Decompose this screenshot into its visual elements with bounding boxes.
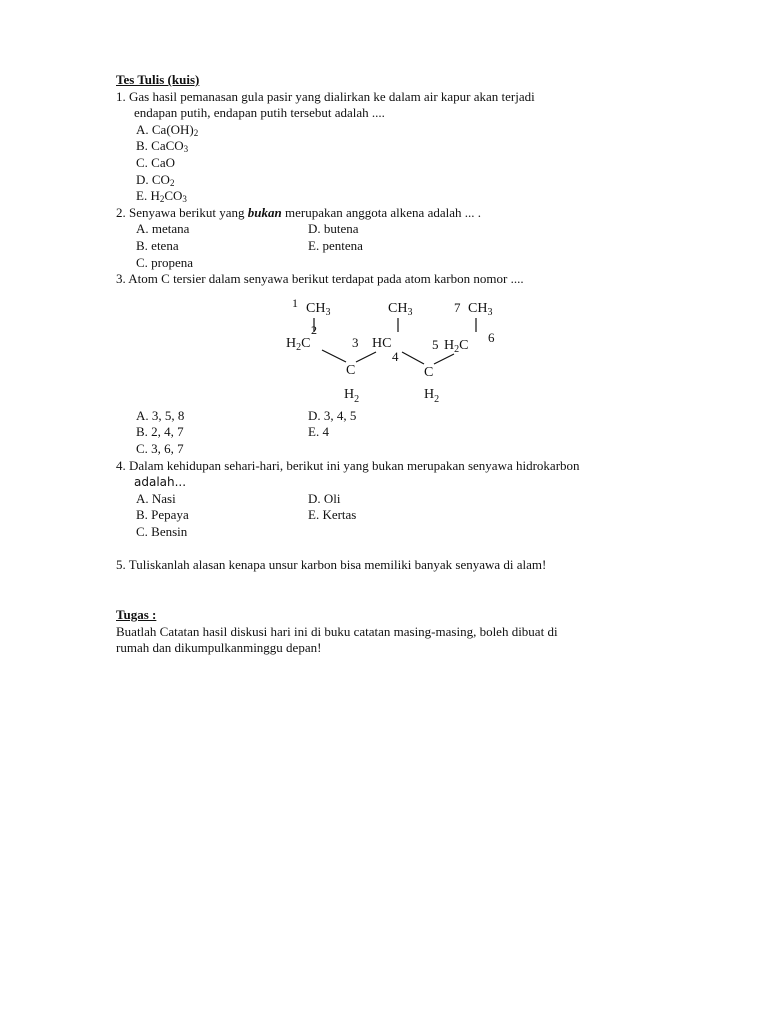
bond-c2-c3 [322,350,346,362]
tugas-line-2: rumah dan dikumpulkanminggu depan! [116,640,322,656]
question-3-text: 3. Atom C tersier dalam senyawa berikut terdapat pada atom karbon nomor .... [116,271,524,287]
q2-option-c: C. propena [136,254,194,270]
label-hc: HC [372,335,392,351]
label-ch3-1: $CH_3$ [306,300,331,318]
question-3 [116,271,676,457]
quiz-title: Tes Tulis (kuis) [116,72,200,87]
q3-option-c: C. 3, 6, 7 [136,440,184,456]
q4-option-e: E. Kertas [308,507,357,523]
question-2 [116,205,676,271]
label-n1: 1 [292,295,298,310]
tugas-line-1: Buatlah Catatan hasil diskusi hari ini di buku catatan masing-masing, boleh dibuat di [116,623,558,639]
question-1 [116,89,676,205]
bond-c5-c6 [434,354,454,364]
label-c3: C [346,362,356,378]
label-ch3-7: $CH_3$ [468,300,493,318]
label-ch3-mid: $CH_3$ [388,300,413,318]
q3-row-2 [116,424,676,441]
bond-c4-c5 [402,352,424,364]
structural-formula-svg [282,292,522,404]
structural-formula [116,288,676,408]
q1-option-e: E. $H_2CO_3$ [136,188,187,205]
bond-c3-c4 [356,352,376,362]
q1-option-a: A. $Ca(OH)_2$ [136,121,199,138]
q4-option-c: C. Bensin [136,523,188,539]
label-h2-c3: $H_2$ [344,386,360,404]
q4-option-d: D. Oli [308,490,341,506]
q2-option-d: D. butena [308,221,359,237]
q1-option-b: B. CaCO$_3$ [136,138,189,155]
q2-option-a: A. metana [136,221,190,237]
q3-option-d: D. 3, 4, 5 [308,407,357,423]
q4-row-2 [116,507,676,524]
label-c5: C [424,364,434,380]
question-4 [116,458,676,541]
q2-row-1 [116,221,676,238]
spacer [116,540,676,557]
q2-row-2 [116,238,676,255]
q3-option-b: B. 2, 4, 7 [136,424,184,440]
emphasis-bukan: bukan [247,204,282,220]
q4-row-1 [116,491,676,508]
q4-option-b: B. Pepaya [136,507,189,523]
label-n2: 2 [311,322,317,337]
label-n3: 3 [352,334,359,350]
label-h2c-right: $H_2C$ [444,337,469,355]
label-n6: 6 [488,329,495,345]
q2-option-e: E. pentena [308,237,363,253]
label-h2-c5: $H_2$ [424,386,440,404]
tugas-section [116,607,676,657]
tugas-title: Tugas : [116,607,157,623]
spacer [116,574,676,607]
q1-option-c: C. CaO [136,154,176,170]
q3-option-a: A. 3, 5, 8 [136,407,185,423]
quiz-page [116,72,676,657]
label-h2c-left: $H_2C$ [286,335,311,353]
question-2-text: 2. Senyawa berikut yang bukan merupakan anggota alkena adalah ... . [116,204,481,220]
q1-option-d: D. $CO_2$ [136,171,175,188]
question-4-line-2: adalah... [134,475,187,490]
question-4-line-1: 4. Dalam kehidupan sehari-hari, berikut ini yang bukan merupakan senyawa hidrokarbon [116,457,580,473]
q2-option-b: B. etena [136,237,179,253]
label-n5: 5 [432,336,439,352]
label-n7: 7 [454,299,461,315]
q3-option-e: E. 4 [308,424,329,440]
question-5-text: 5. Tuliskanlah alasan kenapa unsur karbon bisa memiliki banyak senyawa di alam! [116,557,547,573]
q3-row-1 [116,408,676,425]
label-n4: 4 [392,348,399,364]
question-1-line-1: 1. Gas hasil pemanasan gula pasir yang dialirkan ke dalam air kapur akan terjadi [116,88,535,104]
question-1-line-2: endapan putih, endapan putih tersebut adalah .... [134,105,385,121]
q4-option-a: A. Nasi [136,490,176,506]
